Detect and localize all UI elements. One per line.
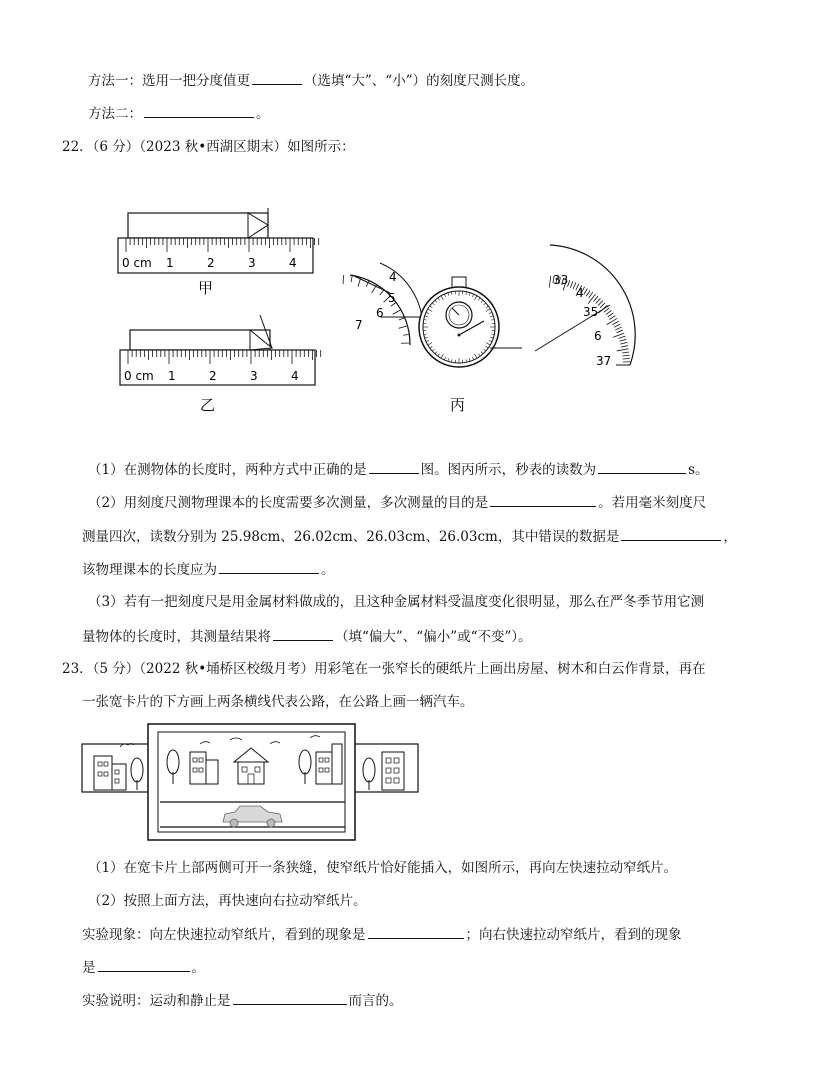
- method-one-line: 方法一：选用一把分度值更 （选填“大”、“小”）的刻度尺测长度。: [88, 70, 534, 91]
- answer-blank: [273, 626, 333, 641]
- q22-part1: （1）在测物体的长度时，两种方式中正确的是 图。图丙所示，秒表的读数为 s。: [88, 459, 709, 480]
- phenomenon-line-cont: 是 。: [82, 957, 205, 978]
- ruler-label: 1: [166, 256, 174, 270]
- answer-blank: [369, 459, 419, 474]
- answer-blank: [98, 957, 190, 972]
- q22-part2: （2）用刻度尺测物理课本的长度需要多次测量，多次测量的目的是 。若用毫米刻度尺: [88, 492, 706, 513]
- label-jia: 甲: [198, 279, 214, 297]
- q22-part2-cont: 测量四次，读数分别为 25.98cm、26.02cm、26.03cm、26.03cm，其中错误的数据是 ，: [82, 526, 737, 547]
- answer-blank: [598, 459, 686, 474]
- label-bing: 丙: [450, 396, 466, 414]
- q22-part2-end: 该物理课本的长度应为 。: [82, 559, 335, 580]
- ruler-label: 2: [207, 256, 215, 270]
- minute-dial-zoom: [343, 263, 430, 345]
- ruler-jia: [118, 208, 319, 297]
- ruler-label: 1: [168, 369, 176, 383]
- q23-part1: （1）在宽卡片上部两侧可开一条狭缝，使窄纸片恰好能插入，如图所示，再向左快速拉动窄纸片。: [88, 860, 678, 876]
- svg-text:5: 5: [388, 291, 396, 305]
- question-23-cont: 一张宽卡片的下方画上两条横线代表公路，在公路上画一辆汽车。: [82, 694, 474, 710]
- phenomenon-line: 实验现象：向左快速拉动窄纸片，看到的现象是 ；向右快速拉动窄纸片，看到的现象: [82, 924, 682, 945]
- ruler-label: 4: [289, 256, 297, 270]
- method-two-line: 方法二： 。: [88, 103, 270, 124]
- q23-part2: （2）按照上面方法，再快速向右拉动窄纸片。: [88, 893, 367, 909]
- svg-text:7: 7: [355, 318, 363, 332]
- svg-text:6: 6: [376, 306, 384, 320]
- answer-blank: [490, 492, 596, 507]
- answer-blank: [144, 103, 254, 118]
- svg-text:4: 4: [576, 286, 584, 300]
- stopwatch: [419, 277, 522, 414]
- ruler-yi: [120, 315, 321, 414]
- svg-text:37: 37: [596, 354, 612, 368]
- answer-blank: [233, 990, 347, 1005]
- ruler-label: 3: [248, 256, 256, 270]
- second-dial-zoom: [535, 245, 635, 368]
- svg-text:6: 6: [594, 329, 602, 343]
- explanation-line: 实验说明：运动和静止是 而言的。: [82, 990, 403, 1011]
- figure-23: [80, 722, 425, 844]
- svg-text:35: 35: [583, 305, 599, 319]
- svg-text:33: 33: [553, 273, 569, 287]
- figure-22: [110, 205, 650, 420]
- answer-blank: [219, 559, 319, 574]
- ruler-label: 2: [209, 369, 217, 383]
- ruler-label: 3: [250, 369, 258, 383]
- question-23-title: 23．（5 分）（2022 秋•埇桥区校级月考）用彩笔在一张窄长的硬纸片上画出房屋、树木和白云作背景，再在: [62, 661, 706, 677]
- answer-blank: [621, 526, 721, 541]
- building-icon: [382, 752, 404, 790]
- ruler-label: 0 cm: [124, 369, 154, 383]
- q22-part3-cont: 量物体的长度时，其测量结果将 （填“偏大”、“偏小”或“不变”）。: [82, 626, 532, 647]
- question-22-title: 22．（6 分）（2023 秋•西湖区期末）如图所示：: [62, 139, 355, 155]
- ruler-label: 0 cm: [122, 256, 152, 270]
- q22-part3: （3）若有一把刻度尺是用金属材料做成的，且这种金属材料受温度变化很明显，那么在严冬季节用它测: [88, 594, 705, 610]
- ruler-label: 4: [291, 369, 299, 383]
- label-yi: 乙: [200, 396, 216, 414]
- svg-text:4: 4: [389, 270, 397, 284]
- answer-blank: [368, 924, 464, 939]
- answer-blank: [252, 70, 302, 85]
